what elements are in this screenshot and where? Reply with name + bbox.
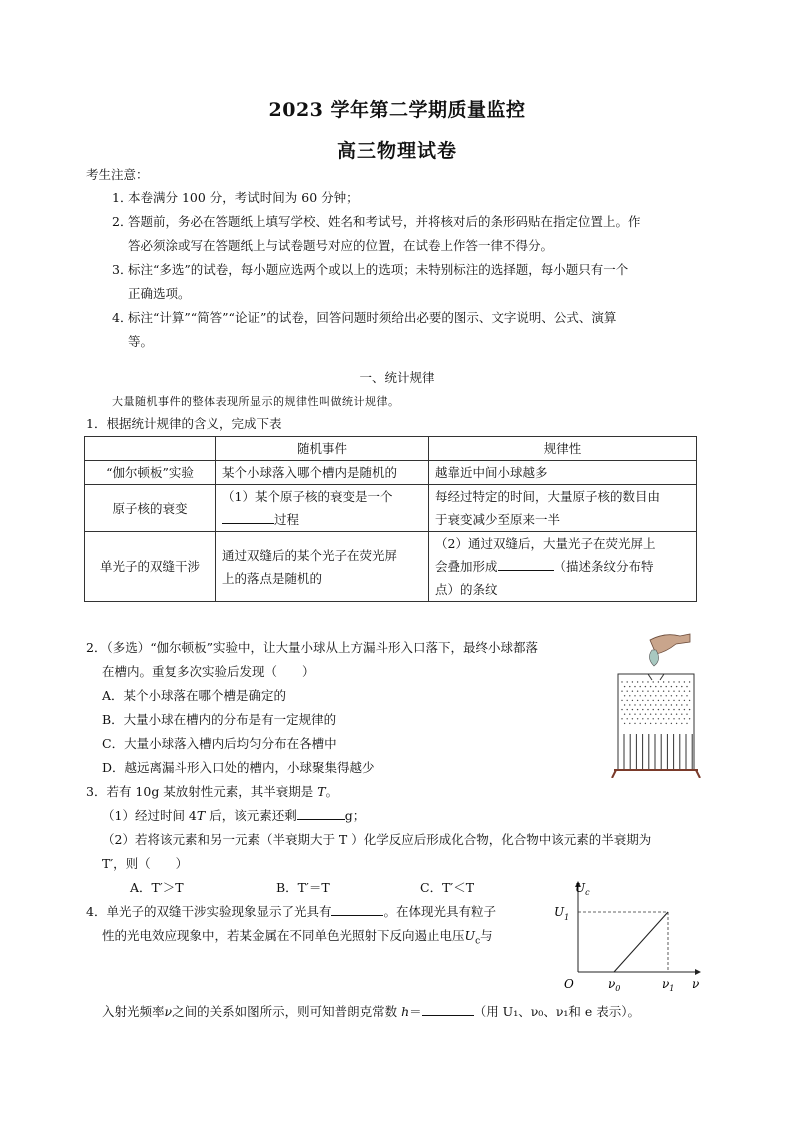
table-header-row <box>85 437 697 461</box>
galton-board-figure <box>610 630 702 778</box>
q2-stem-line1: 2．（多选）“伽尔顿板”实验中，让大量小球从上方漏斗形入口落下，最终小球都落 <box>86 640 538 655</box>
board-frame <box>618 674 694 770</box>
peg <box>653 681 654 682</box>
peg <box>686 704 687 705</box>
note-line: 标注“多选”的试卷，每小题应选两个或以上的选项；未特别标注的选择题，每小题只有一个 <box>128 262 629 277</box>
q2-option-d[interactable]: D．越远离漏斗形入口处的槽内，小球聚集得越少 <box>102 760 375 775</box>
exam-title: 2023 学年第二学期质量监控 <box>268 99 526 121</box>
peg <box>671 686 672 687</box>
peg <box>681 695 682 696</box>
q4-var: ν <box>164 1004 173 1019</box>
peg <box>642 709 643 710</box>
q2-option-b[interactable]: B．大量小球在槽内的分布是有一定规律的 <box>102 712 337 727</box>
answer-blank[interactable] <box>222 509 274 524</box>
table-cell-rule <box>429 485 697 532</box>
note-number: 2． <box>112 214 133 229</box>
peg <box>663 709 664 710</box>
peg <box>684 718 685 719</box>
q4-text: 性的光电效应现象中，若某金属在不同单色光照射下反向遏止电压 <box>102 928 465 943</box>
peg <box>684 691 685 692</box>
peg <box>634 714 635 715</box>
table-header-cell <box>85 437 216 461</box>
peg <box>684 700 685 701</box>
q3-var: T <box>317 784 326 799</box>
q3-sub1-text2: 后，该元素还剩 <box>205 808 297 823</box>
cell-text: 会叠加形成 <box>435 559 498 574</box>
cell-text: （描述条纹分布特 <box>553 559 654 574</box>
peg <box>653 709 654 710</box>
table-cell-rule: 越靠近中间小球越多 <box>429 461 697 485</box>
peg <box>686 686 687 687</box>
x-axis-label: ν <box>692 977 700 991</box>
note-line: 等。 <box>128 334 154 349</box>
peg <box>650 723 651 724</box>
peg <box>621 700 622 701</box>
peg <box>629 704 630 705</box>
peg <box>637 691 638 692</box>
q3-sub1 <box>102 804 365 828</box>
peg <box>679 700 680 701</box>
peg <box>629 714 630 715</box>
peg <box>689 718 690 719</box>
peg <box>650 686 651 687</box>
q4-sub: c <box>475 936 481 947</box>
u1-label: $U_1$ <box>554 905 570 922</box>
note-line: 正确选项。 <box>128 286 191 301</box>
cell-text: （2）通过双缝后，大量光子在荧光屏上 <box>435 536 656 551</box>
answer-blank[interactable] <box>498 556 554 571</box>
peg <box>660 723 661 724</box>
peg <box>629 695 630 696</box>
peg <box>642 691 643 692</box>
peg <box>632 709 633 710</box>
slots <box>624 734 692 770</box>
table-cell-name: 单光子的双缝干涉 <box>85 532 216 602</box>
peg <box>660 686 661 687</box>
peg <box>666 714 667 715</box>
q3-stem-text: 3．若有 10g 某放射性元素，其半衰期是 <box>86 784 318 799</box>
peg <box>663 700 664 701</box>
cell-text: 于衰变减少至原来一半 <box>435 512 561 527</box>
peg <box>679 681 680 682</box>
peg <box>676 695 677 696</box>
peg <box>686 714 687 715</box>
peg <box>676 704 677 705</box>
table-cell-random <box>216 532 429 602</box>
peg <box>666 723 667 724</box>
q4-line3 <box>102 1000 640 1024</box>
peg <box>624 714 625 715</box>
peg <box>666 686 667 687</box>
peg <box>621 691 622 692</box>
q3-sub2-line1: （2）若将该元素和另一元素（半衰期大于 T ）化学反应后形成化合物，化合物中该元素的半衰期为 <box>102 832 652 847</box>
peg <box>624 723 625 724</box>
peg <box>640 695 641 696</box>
peg <box>650 695 651 696</box>
cell-text: 点）的条纹 <box>435 582 498 597</box>
pegs <box>621 681 690 724</box>
q4-text: 入射光频率 <box>102 1004 165 1019</box>
note-line: 答题前，务必在答题纸上填写学校、姓名和考试号，并将核对后的条形码贴在指定位置上。作 <box>128 214 641 229</box>
peg <box>640 704 641 705</box>
q3-option-a[interactable]: A．T′＞T <box>130 880 184 895</box>
peg <box>653 700 654 701</box>
peg <box>673 709 674 710</box>
answer-blank[interactable] <box>331 901 383 916</box>
board-stand <box>612 770 700 778</box>
peg <box>650 704 651 705</box>
origin-label: O <box>564 977 574 991</box>
peg <box>647 681 648 682</box>
note-line: 答必须涂或写在答题纸上与试卷题号对应的位置，在试卷上作答一律不得分。 <box>128 238 554 253</box>
q3-option-c[interactable]: C．T′＜T <box>420 880 475 895</box>
table-cell-name: 原子核的衰变 <box>85 485 216 532</box>
beaker-icon <box>649 650 658 666</box>
peg <box>681 714 682 715</box>
peg <box>621 681 622 682</box>
peg <box>637 709 638 710</box>
q4-text: 与 <box>480 928 493 943</box>
exam-subtitle: 高三物理试卷 <box>336 140 457 162</box>
cell-text: （1）某个原子核的衰变是一个 <box>222 489 393 504</box>
peg <box>640 723 641 724</box>
table-row <box>85 461 697 485</box>
table-header-cell: 随机事件 <box>216 437 429 461</box>
peg <box>624 686 625 687</box>
peg <box>632 718 633 719</box>
peg <box>634 686 635 687</box>
note-line: 标注“计算”“简答”“论证”的试卷，回答问题时须给出必要的图示、文字说明、公式、演算 <box>128 310 617 325</box>
q3-stem-end: 。 <box>325 784 339 799</box>
note-number: 4． <box>112 310 133 325</box>
table-row <box>85 485 697 532</box>
cell-text: 通过双缝后的某个光子在荧光屏 <box>222 547 398 563</box>
cell-text: 每经过特定的时间，大量原子核的数目由 <box>435 489 661 504</box>
peg <box>660 704 661 705</box>
peg <box>676 723 677 724</box>
peg <box>673 681 674 682</box>
q3-sub1-text: （1）经过时间 4 <box>102 808 197 823</box>
peg <box>637 718 638 719</box>
answer-blank[interactable] <box>297 805 345 820</box>
q3-sub1-unit: g； <box>344 808 366 823</box>
peg <box>637 681 638 682</box>
peg <box>679 691 680 692</box>
q1-stem: 1．根据统计规律的含义，完成下表 <box>86 416 282 431</box>
peg <box>627 709 628 710</box>
peg <box>681 704 682 705</box>
q4-text: 。在体现光具有粒子 <box>383 904 496 919</box>
note-line: 本卷满分 100 分，考试时间为 60 分钟； <box>128 190 359 205</box>
funnel-right <box>660 674 694 680</box>
peg <box>647 718 648 719</box>
peg <box>632 700 633 701</box>
q3-sub2-line2: T′，则（ ） <box>102 856 189 871</box>
peg <box>658 700 659 701</box>
notes-label: 考生注意： <box>86 167 149 182</box>
peg <box>666 704 667 705</box>
peg <box>655 686 656 687</box>
peg <box>645 723 646 724</box>
statistics-table <box>84 436 697 602</box>
q3-option-b[interactable]: B．T′＝T <box>276 880 330 895</box>
peg <box>658 691 659 692</box>
peg <box>653 691 654 692</box>
photoelectric-graph <box>548 876 708 996</box>
peg <box>676 686 677 687</box>
peg <box>629 723 630 724</box>
peg <box>689 700 690 701</box>
peg <box>668 709 669 710</box>
peg <box>627 691 628 692</box>
funnel-left <box>618 674 652 680</box>
peg <box>624 695 625 696</box>
peg <box>645 714 646 715</box>
peg <box>640 686 641 687</box>
peg <box>647 691 648 692</box>
section-title: 一、统计规律 <box>359 370 435 385</box>
q4-line1 <box>86 900 496 924</box>
peg <box>621 709 622 710</box>
peg <box>668 718 669 719</box>
peg <box>668 691 669 692</box>
peg <box>663 718 664 719</box>
peg <box>660 714 661 715</box>
peg <box>668 700 669 701</box>
peg <box>634 723 635 724</box>
note-number: 1． <box>112 190 133 205</box>
q4-text: ＝ <box>409 1004 422 1019</box>
peg <box>637 700 638 701</box>
peg <box>671 704 672 705</box>
peg <box>671 723 672 724</box>
peg <box>689 709 690 710</box>
peg <box>627 681 628 682</box>
peg <box>655 695 656 696</box>
peg <box>655 723 656 724</box>
peg <box>645 686 646 687</box>
peg <box>642 681 643 682</box>
q2-stem-line2: 在槽内。重复多次实验后发现（ ） <box>102 664 315 679</box>
note-number: 3． <box>112 262 133 277</box>
table-header-cell: 规律性 <box>429 437 697 461</box>
peg <box>673 691 674 692</box>
q2-option-a[interactable]: A．某个小球落在哪个槽是确定的 <box>102 688 287 703</box>
peg <box>647 700 648 701</box>
q2-option-c[interactable]: C．大量小球落入槽内后均匀分布在各槽中 <box>102 736 337 751</box>
peg <box>634 704 635 705</box>
peg <box>689 691 690 692</box>
peg <box>681 686 682 687</box>
peg <box>655 704 656 705</box>
peg <box>679 709 680 710</box>
table-cell-rule <box>429 532 697 602</box>
peg <box>686 695 687 696</box>
q3-stem <box>86 780 338 804</box>
peg <box>666 695 667 696</box>
peg <box>632 691 633 692</box>
q4-var: h <box>401 1004 410 1019</box>
cell-text: 过程 <box>274 512 300 527</box>
peg <box>663 681 664 682</box>
table-cell-random: 某个小球落入哪个槽内是随机的 <box>216 461 429 485</box>
q3-sub1-var: T <box>196 808 206 823</box>
peg <box>663 691 664 692</box>
q4-var: U <box>464 928 476 943</box>
peg <box>634 695 635 696</box>
cell-text: 上的落点是随机的 <box>222 570 323 586</box>
peg <box>655 714 656 715</box>
peg <box>673 718 674 719</box>
answer-blank[interactable] <box>422 1001 474 1016</box>
peg <box>647 709 648 710</box>
peg <box>640 714 641 715</box>
peg <box>627 700 628 701</box>
peg <box>653 718 654 719</box>
peg <box>668 681 669 682</box>
peg <box>624 704 625 705</box>
table-row <box>85 532 697 602</box>
peg <box>671 695 672 696</box>
peg <box>621 718 622 719</box>
data-line <box>614 912 668 972</box>
peg <box>650 714 651 715</box>
peg <box>681 723 682 724</box>
section-intro: 大量随机事件的整体表现所显示的规律性叫做统计规律。 <box>112 395 400 408</box>
peg <box>679 718 680 719</box>
peg <box>632 681 633 682</box>
peg <box>684 681 685 682</box>
table-cell-random <box>216 485 429 532</box>
peg <box>676 714 677 715</box>
q4-text: （用 U₁、ν₀、ν₁和 e 表示）。 <box>473 1004 641 1019</box>
v1-label: $\nu_1$ <box>662 977 675 993</box>
q4-line2 <box>102 924 493 954</box>
peg <box>658 681 659 682</box>
q4-text: 4．单光子的双缝干涉实验现象显示了光具有 <box>86 904 332 919</box>
peg <box>658 718 659 719</box>
peg <box>645 704 646 705</box>
peg <box>642 718 643 719</box>
peg <box>642 700 643 701</box>
peg <box>658 709 659 710</box>
peg <box>684 709 685 710</box>
peg <box>673 700 674 701</box>
peg <box>686 723 687 724</box>
v0-label: $\nu_0$ <box>608 977 621 993</box>
peg <box>627 718 628 719</box>
y-axis-label: $U_c$ <box>575 881 590 897</box>
q4-text: 之间的关系如图所示，则可知普朗克常数 <box>172 1004 402 1019</box>
peg <box>629 686 630 687</box>
table-cell-name: “伽尔顿板”实验 <box>85 461 216 485</box>
peg <box>671 714 672 715</box>
peg <box>645 695 646 696</box>
peg <box>660 695 661 696</box>
peg <box>689 681 690 682</box>
